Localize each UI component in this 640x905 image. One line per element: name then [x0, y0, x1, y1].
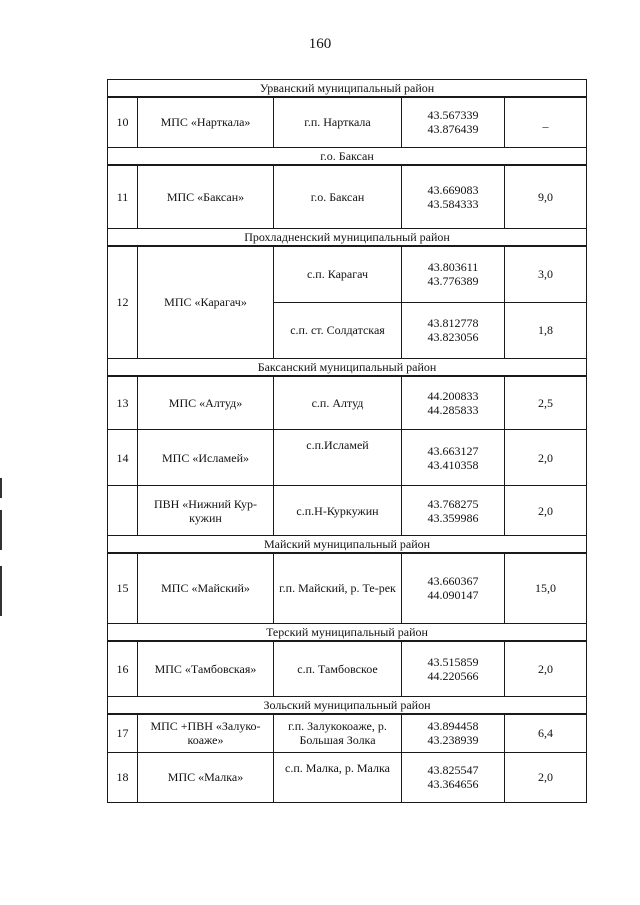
station-coordinates [402, 97, 505, 147]
latitude: 43.812778 [427, 316, 479, 330]
table-row [108, 97, 587, 147]
latitude: 43.663127 [427, 443, 479, 458]
row-number: 14 [108, 430, 138, 486]
section-title: Прохладненский муниципальный район [108, 229, 587, 247]
station-value: 2,0 [505, 430, 587, 486]
station-coordinates [402, 430, 505, 486]
station-coordinates [402, 376, 505, 430]
section-title: Баксанский муниципальный район [108, 358, 587, 376]
table-row [108, 752, 587, 802]
row-number: 17 [108, 714, 138, 752]
station-location: с.п. Малка, р. Малка [274, 752, 402, 802]
longitude: 43.876439 [427, 122, 479, 137]
latitude: 43.515859 [427, 654, 479, 669]
page-number: 160 [308, 36, 332, 52]
section-title: г.о. Баксан [108, 147, 587, 165]
station-value: 15,0 [505, 553, 587, 623]
section-header-row [108, 536, 587, 554]
station-location: с.п. Тамбовское [274, 641, 402, 697]
station-value: 2,0 [505, 752, 587, 802]
scan-edge-mark [0, 478, 2, 498]
station-name: МПС «Алтуд» [138, 376, 274, 430]
station-coordinates [402, 165, 505, 229]
longitude: 43.238939 [427, 733, 479, 748]
station-name: МПС «Баксан» [138, 165, 274, 229]
table-row [108, 553, 587, 623]
station-coordinates [402, 302, 505, 358]
table-row [108, 376, 587, 430]
longitude: 43.823056 [427, 330, 479, 344]
longitude: 44.090147 [427, 588, 479, 603]
longitude: 43.584333 [427, 196, 479, 211]
section-header-row [108, 358, 587, 376]
station-value: 9,0 [505, 165, 587, 229]
row-number: 10 [108, 97, 138, 147]
station-location: г.о. Баксан [274, 165, 402, 229]
scan-edge-mark [0, 510, 2, 550]
row-number: 12 [108, 246, 138, 358]
station-location: с.п. Карагач [274, 246, 402, 302]
station-value: _ [505, 97, 587, 147]
section-title: Урванский муниципальный район [108, 80, 587, 98]
station-value: 2,0 [505, 486, 587, 536]
station-coordinates [402, 641, 505, 697]
station-coordinates [402, 246, 505, 302]
latitude: 43.669083 [427, 182, 479, 197]
station-value: 2,0 [505, 641, 587, 697]
station-name: МПС «Малка» [138, 752, 274, 802]
section-title: Майский муниципальный район [108, 536, 587, 554]
station-value: 3,0 [505, 246, 587, 302]
station-coordinates [402, 752, 505, 802]
station-name: МПС «Майский» [138, 553, 274, 623]
table-row [108, 246, 587, 302]
table-row [108, 714, 587, 752]
station-name: ПВН «Нижний Кур-кужин [138, 486, 274, 536]
latitude: 43.894458 [427, 719, 479, 734]
station-name: МПС «Нарткала» [138, 97, 274, 147]
row-number: 11 [108, 165, 138, 229]
station-location: с.п.Исламей [274, 430, 402, 486]
latitude: 43.768275 [427, 496, 479, 511]
station-coordinates [402, 486, 505, 536]
row-number: 18 [108, 752, 138, 802]
row-number [108, 486, 138, 536]
station-location: г.п. Залукокоаже, р. Большая Золка [274, 714, 402, 752]
row-number: 13 [108, 376, 138, 430]
station-location: г.п. Майский, р. Те-рек [274, 553, 402, 623]
table-row [108, 430, 587, 486]
section-title: Терский муниципальный район [108, 623, 587, 641]
station-name: МПС «Карагач» [138, 246, 274, 358]
latitude: 43.660367 [427, 574, 479, 589]
scan-edge-mark [0, 566, 2, 616]
section-header-row [108, 229, 587, 247]
stations-table [107, 79, 587, 803]
table-row [108, 486, 587, 536]
table-row [108, 165, 587, 229]
section-title: Зольский муниципальный район [108, 697, 587, 715]
longitude: 43.364656 [427, 777, 479, 791]
latitude: 44.200833 [427, 388, 479, 403]
station-value: 2,5 [505, 376, 587, 430]
station-coordinates [402, 553, 505, 623]
section-header-row [108, 697, 587, 715]
row-number: 16 [108, 641, 138, 697]
station-name: МПС «Тамбовская» [138, 641, 274, 697]
longitude: 44.285833 [427, 402, 479, 417]
station-location: с.п. ст. Солдатская [274, 302, 402, 358]
longitude: 43.776389 [427, 274, 479, 289]
station-location: с.п.Н-Куркужин [274, 486, 402, 536]
table-row [108, 641, 587, 697]
longitude: 44.220566 [427, 668, 479, 683]
longitude: 43.410358 [427, 457, 479, 472]
latitude: 43.803611 [427, 260, 479, 275]
station-coordinates [402, 714, 505, 752]
station-location: с.п. Алтуд [274, 376, 402, 430]
station-value: 1,8 [505, 302, 587, 358]
row-number: 15 [108, 553, 138, 623]
station-value: 6,4 [505, 714, 587, 752]
longitude: 43.359986 [427, 510, 479, 525]
section-header-row [108, 623, 587, 641]
section-header-row [108, 80, 587, 98]
section-header-row [108, 147, 587, 165]
latitude: 43.825547 [427, 763, 479, 777]
latitude: 43.567339 [427, 108, 479, 123]
station-name: МПС «Исламей» [138, 430, 274, 486]
station-name: МПС +ПВН «Залуко-коаже» [138, 714, 274, 752]
station-location: г.п. Нарткала [274, 97, 402, 147]
